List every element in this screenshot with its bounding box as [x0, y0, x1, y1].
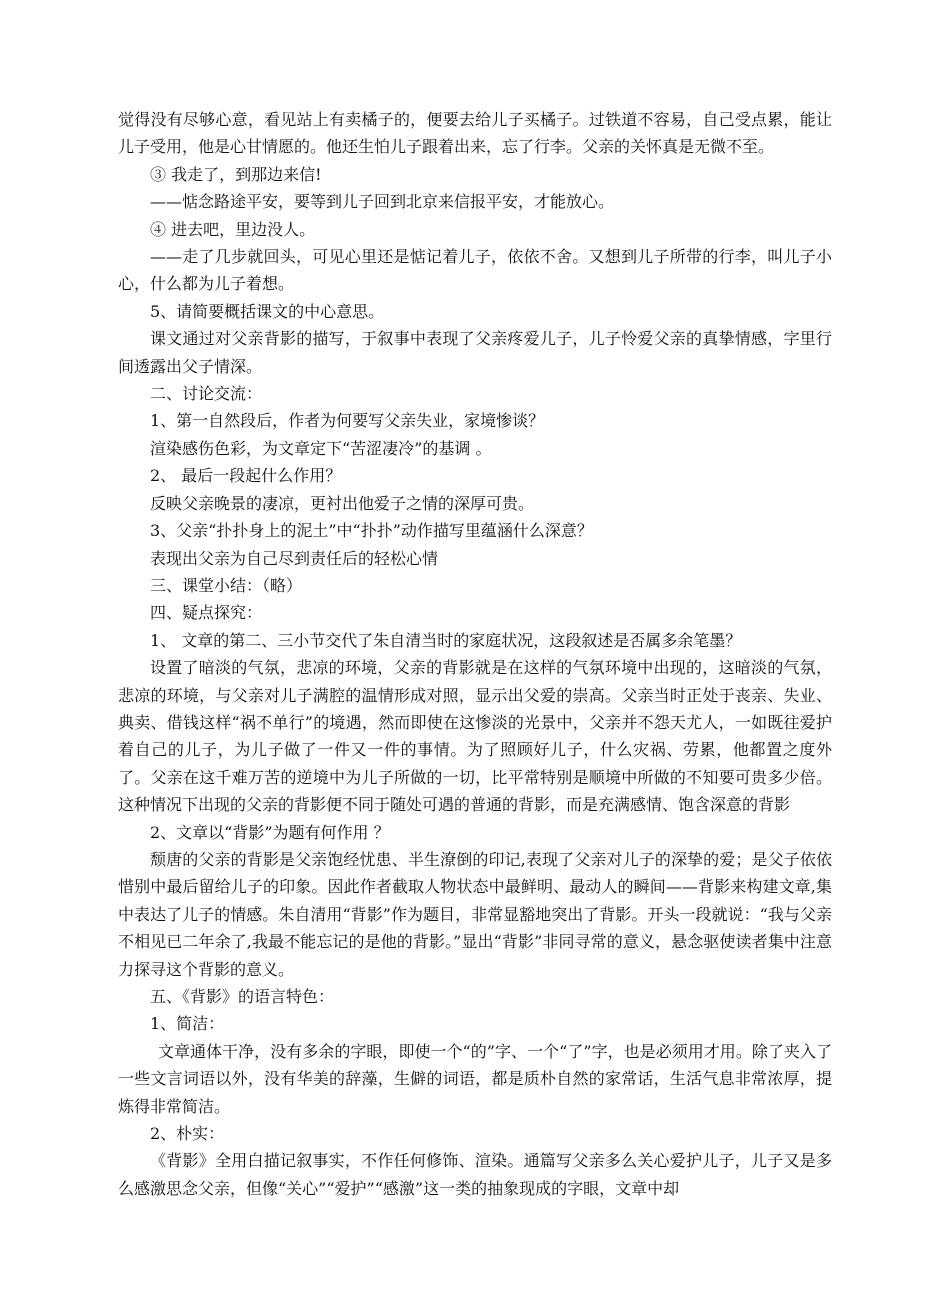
answer-5: 课文通过对父亲背影的描写，于叙事中表现了父亲疼爱儿子，儿子怜爱父亲的真挚情感，字里行间透露出父子情深。: [118, 329, 832, 376]
question-5: 5、请简要概括课文的中心意思。: [150, 301, 385, 321]
section-heading-inquiry: 四、疑点探究：: [150, 603, 263, 623]
quote-3-explanation: ——惦念路途平安，要等到儿子回到北京来信报平安，才能放心。: [150, 192, 615, 212]
inquiry-question-1: 1、 文章的第二、三小节交代了朱自清当时的家庭状况，这段叙述是否属多余笔墨？: [150, 630, 742, 650]
inquiry-answer-1: 设置了暗淡的气氛，悲凉的环境，父亲的背影就是在这样的气氛环境中出现的，这暗淡的气氛，悲凉的环境，与父亲对儿子满腔的温情形成对照，显示出父爱的崇高。父亲当时正处于丧亲、失业、典卖、借钱这样“祸不单行”的境遇，然而即使在这惨淡的光景中，父亲并不怨天尤人，一如既往爱护着自己的儿子，为儿子做了一件又一件的事情。为了照顾好儿子，什么灾祸、劳累，他都置之度外了。父亲在这千难万苦的逆境中为儿子所做的一切，比平常特别是顺境中所做的不知要可贵多少倍。这种情况下出现的父亲的背影便不同于随处可遇的普通的背影，而是充满感情、饱含深意的背影: [118, 658, 832, 815]
discussion-answer-3: 表现出父亲为自己尽到责任后的轻松心情: [150, 548, 439, 568]
section-heading-discussion: 二、讨论交流：: [150, 384, 263, 404]
section-heading-summary: 三、课堂小结：（略）: [150, 575, 303, 595]
inquiry-question-2: 2、文章以“背影”为题有何作用 ？: [150, 822, 390, 842]
discussion-question-3: 3、父亲“扑扑身上的泥土”中“扑扑”动作描写里蕴涵什么深意？: [150, 521, 593, 541]
quote-4-explanation: ——走了几步就回头，可见心里还是惦记着儿子，依依不舍。又想到儿子所带的行李，叫儿子小心，什么都为儿子着想。: [118, 247, 832, 294]
language-point-2-body: 《背影》全用白描记叙事实，不作任何修饰、渲染。通篇写父亲多么关心爱护儿子，儿子又是多么感激思念父亲，但像“关心”“爱护”“感激”这一类的抽象现成的字眼，文章中却: [118, 1151, 832, 1198]
paragraph-continuation: 觉得没有尽够心意，看见站上有卖橘子的，便要去给儿子买橘子。过铁道不容易，自己受点累，能让儿子受用，他是心甘情愿的。他还生怕儿子跟着出来，忘了行李。父亲的关怀真是无微不至。: [118, 110, 832, 157]
quote-item-3: ③ 我走了，到那边来信!: [150, 164, 322, 184]
language-point-1-body: 文章通体干净，没有多余的字眼，即使一个“的”字、一个“了”字，也是必须用才用。除了夹入了一些文言词语以外，没有华美的辞藻，生僻的词语，都是质朴自然的家常话，生活气息非常浓厚，提炼得非常简洁。: [118, 1041, 832, 1116]
inquiry-answer-2: 颓唐的父亲的背影是父亲饱经忧患、半生潦倒的印记,表现了父亲对儿子的深挚的爱；是父子依依惜别中最后留给儿子的印象。因此作者截取人物状态中最鲜明、最动人的瞬间——背影来构建文章,集中表达了儿子的情感。朱自清用“背影”作为题目，非常显豁地突出了背影。开头一段就说：“我与父亲不相见已二年余了,我最不能忘记的是他的背影。”显出“背影”非同寻常的意义，悬念驱使读者集中注意力探寻这个背影的意义。: [118, 849, 832, 979]
section-heading-language: 五、《背影》的语言特色：: [150, 987, 335, 1006]
discussion-answer-2: 反映父亲晚景的凄凉，更衬出他爱子之情的深厚可贵。: [150, 493, 535, 513]
discussion-question-1: 1、第一自然段后，作者为何要写父亲失业，家境惨谈？: [150, 411, 545, 431]
quote-item-4: ④ 进去吧，里边没人。: [150, 219, 316, 239]
document-page: [118, 106, 832, 1202]
discussion-question-2: 2、 最后一段起什么作用？: [150, 466, 342, 486]
language-point-1-title: 1、简洁：: [150, 1014, 225, 1034]
language-point-2-title: 2、朴实：: [150, 1124, 225, 1144]
discussion-answer-1: 渲染感伤色彩，为文章定下“苦涩凄冷”的基调 。: [150, 438, 492, 458]
